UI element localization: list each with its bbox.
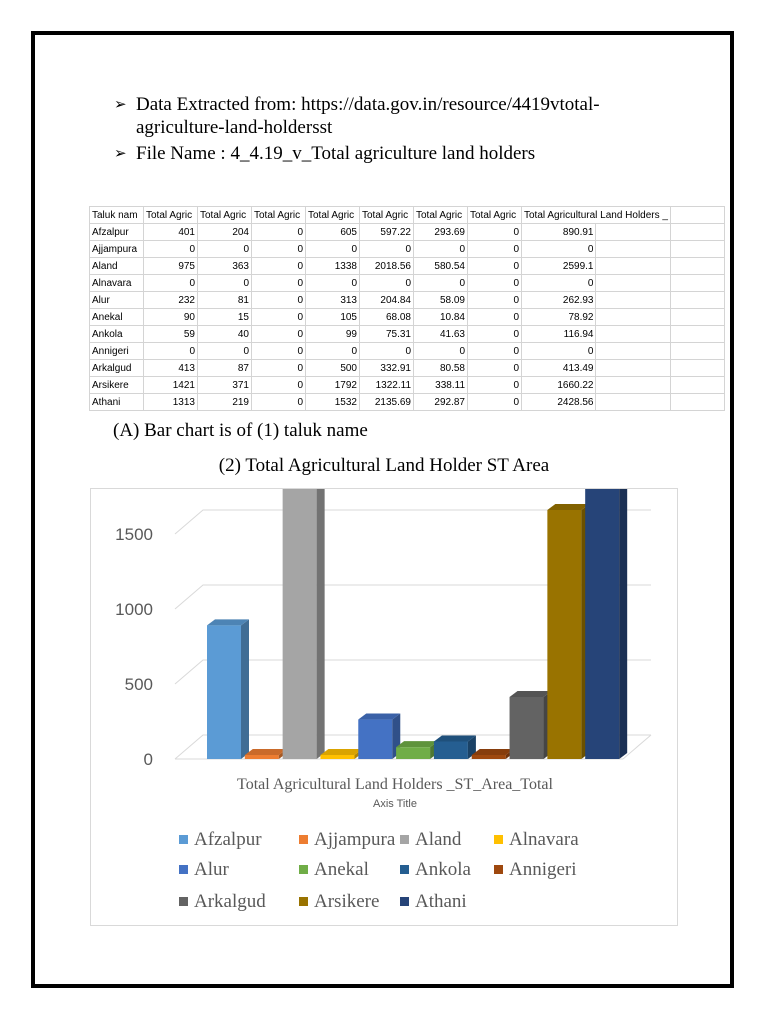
table-cell: 15 — [198, 309, 252, 326]
table-cell: 1313 — [144, 394, 198, 411]
arrow-bullet-icon: ➢ — [114, 144, 127, 162]
table-cell: 204.84 — [360, 292, 414, 309]
table-row — [90, 258, 725, 275]
table-cell: 0 — [360, 343, 414, 360]
table-cell: 80.58 — [414, 360, 468, 377]
legend-label: Arsikere — [314, 891, 380, 912]
table-cell: 87 — [198, 360, 252, 377]
table-cell: 0 — [144, 241, 198, 258]
table-cell: 890.91 — [522, 224, 596, 241]
table-cell: 401 — [144, 224, 198, 241]
table-cell: 0 — [252, 360, 306, 377]
table-cell: 0 — [414, 343, 468, 360]
table-cell: Afzalpur — [90, 224, 144, 241]
filename-text: File Name : 4_4.19_v_Total agriculture land holders — [136, 143, 536, 164]
table-cell — [670, 343, 724, 360]
table-cell: 975 — [144, 258, 198, 275]
legend-swatch — [179, 835, 188, 844]
legend-swatch — [299, 835, 308, 844]
chart-svg — [91, 489, 679, 927]
table-cell: 2428.56 — [522, 394, 596, 411]
table-header-cell: Total Agric — [468, 207, 522, 224]
bar-front — [245, 755, 279, 759]
bar-chart — [90, 488, 678, 926]
table-cell: Ankola — [90, 326, 144, 343]
table-cell: 81 — [198, 292, 252, 309]
bar-front — [585, 489, 619, 759]
table-cell: 0 — [198, 343, 252, 360]
legend-swatch — [400, 897, 409, 906]
table-cell: 293.69 — [414, 224, 468, 241]
table-cell: 1421 — [144, 377, 198, 394]
table-row — [90, 241, 725, 258]
legend-swatch — [494, 865, 503, 874]
table-cell: 0 — [414, 241, 468, 258]
table-header-cell: Total Agric — [198, 207, 252, 224]
bar-side — [619, 489, 627, 759]
table-header-cell: Total Agric — [252, 207, 306, 224]
legend-label: Aland — [415, 829, 462, 850]
legend-label: Arkalgud — [194, 891, 266, 912]
table-cell — [670, 394, 724, 411]
bar-front — [358, 720, 392, 759]
table-cell: 605 — [306, 224, 360, 241]
table-cell: 1532 — [306, 394, 360, 411]
table-cell: 0 — [468, 326, 522, 343]
legend-label: Athani — [415, 891, 467, 912]
table-cell: 0 — [522, 343, 596, 360]
table-cell: Aland — [90, 258, 144, 275]
legend-swatch — [400, 865, 409, 874]
table-cell: 363 — [198, 258, 252, 275]
table-cell: 413.49 — [522, 360, 596, 377]
table-cell: 0 — [198, 241, 252, 258]
bar-front — [547, 510, 581, 759]
table-cell: 0 — [252, 377, 306, 394]
table-cell: Ajjampura — [90, 241, 144, 258]
table-header-cell — [670, 207, 724, 224]
bar-front — [510, 697, 544, 759]
y-tick-label: 1500 — [115, 525, 153, 544]
table-cell: 332.91 — [360, 360, 414, 377]
table-cell — [596, 275, 671, 292]
table-cell: 0 — [252, 241, 306, 258]
table-cell: 0 — [468, 377, 522, 394]
table-cell — [670, 224, 724, 241]
table-cell: 1792 — [306, 377, 360, 394]
table-cell: 41.63 — [414, 326, 468, 343]
table-cell: 2135.69 — [360, 394, 414, 411]
table-cell — [670, 377, 724, 394]
table-cell: 262.93 — [522, 292, 596, 309]
bar-front — [472, 755, 506, 759]
legend-label: Alnavara — [509, 829, 579, 850]
legend-label: Afzalpur — [194, 829, 262, 850]
y-tick-label: 0 — [143, 750, 153, 769]
caption-line-1: (A) Bar chart is of (1) taluk name — [113, 420, 368, 441]
table-cell — [596, 241, 671, 258]
table-cell — [596, 343, 671, 360]
table-header-cell: Total Agricultural Land Holders _ — [522, 207, 671, 224]
table-cell: 219 — [198, 394, 252, 411]
table-header-row — [90, 207, 725, 224]
table-cell: 2599.1 — [522, 258, 596, 275]
legend-label: Alur — [194, 859, 229, 880]
source-text: Data Extracted from: https://data.gov.in/resource/4419vtotal-agriculture-land-holdersst — [136, 94, 600, 138]
table-cell: 0 — [252, 224, 306, 241]
table-cell: 204 — [198, 224, 252, 241]
table-cell — [670, 326, 724, 343]
table-row — [90, 309, 725, 326]
table-cell: Anekal — [90, 309, 144, 326]
table-cell: 0 — [252, 309, 306, 326]
legend-swatch — [494, 835, 503, 844]
table-cell: 99 — [306, 326, 360, 343]
table-cell: Arsikere — [90, 377, 144, 394]
table-row — [90, 326, 725, 343]
table-cell: 0 — [468, 241, 522, 258]
table-cell: 0 — [144, 343, 198, 360]
table-cell: 0 — [468, 394, 522, 411]
bullet-list — [114, 93, 674, 168]
table-row — [90, 292, 725, 309]
table-cell: 59 — [144, 326, 198, 343]
table-cell: 0 — [468, 275, 522, 292]
table-cell — [670, 275, 724, 292]
data-table — [89, 206, 725, 411]
table-cell — [670, 360, 724, 377]
table-cell: Annigeri — [90, 343, 144, 360]
table-cell: 0 — [306, 241, 360, 258]
table-cell: 75.31 — [360, 326, 414, 343]
bar-side — [241, 619, 249, 759]
y-tick-label: 500 — [124, 675, 153, 694]
table-cell — [596, 326, 671, 343]
table-header-cell: Total Agric — [414, 207, 468, 224]
table-cell: 90 — [144, 309, 198, 326]
table-cell — [596, 292, 671, 309]
table-cell: 116.94 — [522, 326, 596, 343]
table-cell: 0 — [252, 343, 306, 360]
table-header-cell: Total Agric — [360, 207, 414, 224]
table-row — [90, 224, 725, 241]
table-cell: 0 — [252, 258, 306, 275]
table-cell: 313 — [306, 292, 360, 309]
legend-swatch — [179, 897, 188, 906]
table-cell: 0 — [252, 394, 306, 411]
table-cell: 413 — [144, 360, 198, 377]
table-cell: 2018.56 — [360, 258, 414, 275]
legend-swatch — [299, 865, 308, 874]
bar-front — [320, 755, 354, 759]
table-header-cell: Taluk nam — [90, 207, 144, 224]
table-cell: 338.11 — [414, 377, 468, 394]
table-cell: 292.87 — [414, 394, 468, 411]
table-cell — [670, 309, 724, 326]
axis-title: Axis Title — [372, 798, 418, 810]
table-cell: 0 — [198, 275, 252, 292]
table-cell: 0 — [468, 258, 522, 275]
bar-front — [396, 747, 430, 759]
legend-swatch — [400, 835, 409, 844]
table-row — [90, 394, 725, 411]
table-cell: 0 — [360, 275, 414, 292]
table-cell: 10.84 — [414, 309, 468, 326]
table-cell: Athani — [90, 394, 144, 411]
table-row — [90, 343, 725, 360]
table-cell: 68.08 — [360, 309, 414, 326]
table-cell: 0 — [522, 241, 596, 258]
table-cell: 0 — [468, 224, 522, 241]
table-cell — [596, 360, 671, 377]
legend-label: Ankola — [415, 859, 471, 880]
table-cell: 0 — [252, 292, 306, 309]
caption-line-2: (2) Total Agricultural Land Holder ST Area — [218, 455, 550, 476]
table-cell — [596, 258, 671, 275]
legend-swatch — [299, 897, 308, 906]
table-cell: 0 — [468, 360, 522, 377]
table-cell: 0 — [360, 241, 414, 258]
table-cell: 0 — [306, 343, 360, 360]
table-cell: 105 — [306, 309, 360, 326]
bullet-source — [114, 93, 674, 139]
table-header-cell: Total Agric — [144, 207, 198, 224]
table-cell — [596, 224, 671, 241]
bar-side — [317, 489, 325, 759]
table-cell — [596, 377, 671, 394]
bar-front — [283, 489, 317, 759]
legend-label: Ajjampura — [314, 829, 396, 850]
bar-front — [434, 741, 468, 759]
table-cell — [596, 309, 671, 326]
table-cell: Arkalgud — [90, 360, 144, 377]
legend-label: Anekal — [314, 859, 369, 880]
table-cell: 0 — [468, 309, 522, 326]
table-cell — [596, 394, 671, 411]
table-cell: 580.54 — [414, 258, 468, 275]
table-cell: 78.92 — [522, 309, 596, 326]
table-cell: 1338 — [306, 258, 360, 275]
table-cell: 0 — [144, 275, 198, 292]
table-cell: 40 — [198, 326, 252, 343]
table-cell: 0 — [252, 275, 306, 292]
table-cell: Alnavara — [90, 275, 144, 292]
bullet-filename — [114, 142, 674, 165]
legend-swatch — [179, 865, 188, 874]
table-cell: 1660.22 — [522, 377, 596, 394]
table-cell: 58.09 — [414, 292, 468, 309]
table-cell: 371 — [198, 377, 252, 394]
table-header-cell: Total Agric — [306, 207, 360, 224]
floor-edge — [623, 735, 651, 759]
table-cell: 0 — [522, 275, 596, 292]
x-axis-label: Total Agricultural Land Holders _ST_Area_Total — [237, 776, 553, 793]
table-cell — [670, 241, 724, 258]
table-cell: Alur — [90, 292, 144, 309]
table-cell: 500 — [306, 360, 360, 377]
table-cell: 0 — [306, 275, 360, 292]
table-cell: 0 — [468, 343, 522, 360]
y-tick-label: 1000 — [115, 600, 153, 619]
arrow-bullet-icon: ➢ — [114, 95, 127, 113]
table-cell — [670, 292, 724, 309]
table-cell: 0 — [252, 326, 306, 343]
table-row — [90, 360, 725, 377]
table-cell: 597.22 — [360, 224, 414, 241]
bar-front — [207, 625, 241, 759]
table-cell: 1322.11 — [360, 377, 414, 394]
table-row — [90, 377, 725, 394]
legend-label: Annigeri — [509, 859, 577, 880]
table-cell — [670, 258, 724, 275]
table-cell: 0 — [414, 275, 468, 292]
table-row — [90, 275, 725, 292]
table-cell: 232 — [144, 292, 198, 309]
table-cell: 0 — [468, 292, 522, 309]
